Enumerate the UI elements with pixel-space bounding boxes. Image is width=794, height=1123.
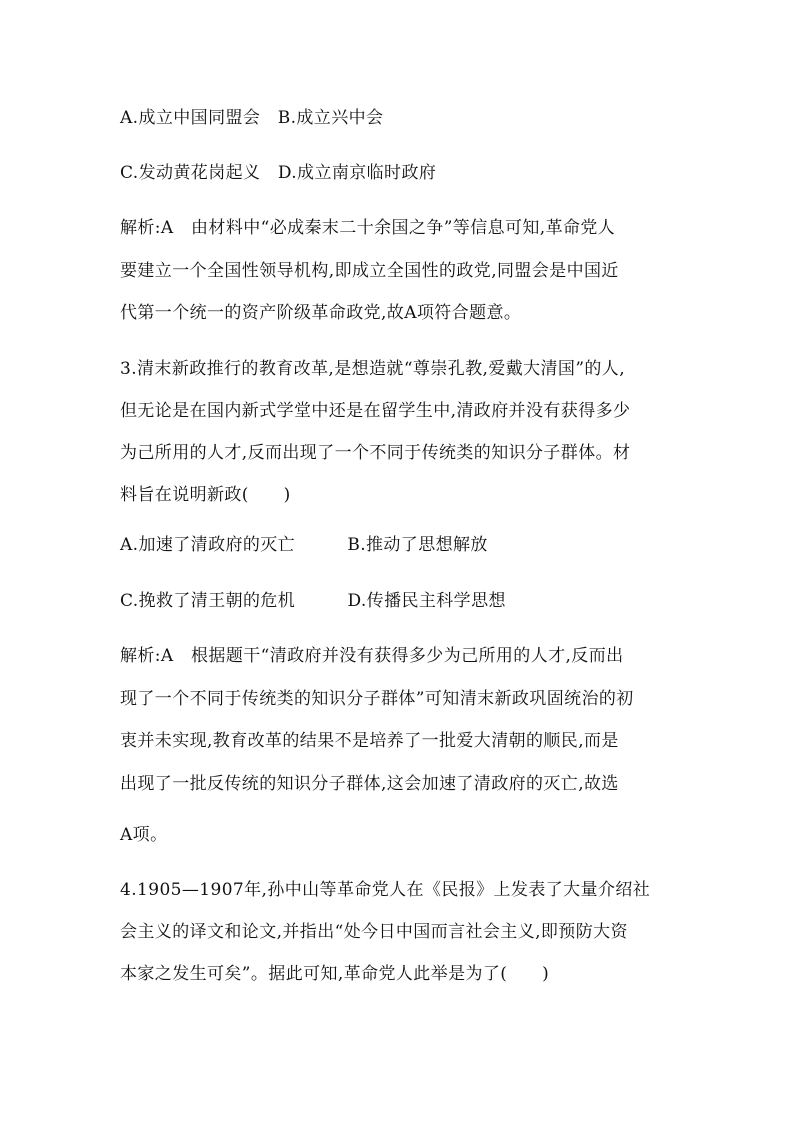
option-line-cd: C.挽救了清王朝的危机 D.传播民主科学思想 <box>120 591 506 611</box>
option-line-cd: C.发动黄花岗起义 D.成立南京临时政府 <box>120 163 437 183</box>
question-line: 3.清末新政推行的教育改革,是想造就“尊崇孔教,爱戴大清国”的人, <box>120 359 626 379</box>
analysis-line: A项。 <box>120 825 168 845</box>
analysis-line: 出现了一批反传统的知识分子群体,这会加速了清政府的灭亡,故选 <box>120 774 619 794</box>
question-line: 本家之发生可矣”。据此可知,革命党人此举是为了( ) <box>120 964 550 984</box>
question-line: 会主义的译文和论文,并指出“处今日中国而言社会主义,即预防大资 <box>120 922 628 942</box>
analysis-line: 现了一个不同于传统类的知识分子群体”可知清末新政巩固统治的初 <box>120 689 634 709</box>
question-line: 为己所用的人才,反而出现了一个不同于传统类的知识分子群体。材 <box>120 443 631 463</box>
analysis-line: 代第一个统一的资产阶级革命政党,故A项符合题意。 <box>120 303 522 323</box>
analysis-line: 衷并未实现,教育改革的结果不是培养了一批爱大清朝的顺民,而是 <box>120 731 619 751</box>
option-line-ab: A.加速了清政府的灭亡 B.推动了思想解放 <box>120 535 488 555</box>
analysis-line: 要建立一个全国性领导机构,即成立全国性的政党,同盟会是中国近 <box>120 261 619 281</box>
question-line: 料旨在说明新政( ) <box>120 485 291 505</box>
analysis-line: 解析:A 由材料中“必成秦末二十余国之争”等信息可知,革命党人 <box>120 218 616 238</box>
analysis-line: 解析:A 根据题干“清政府并没有获得多少为己所用的人才,反而出 <box>120 646 624 666</box>
option-line-ab: A.成立中国同盟会 B.成立兴中会 <box>120 108 384 128</box>
question-line: 4.1905—1907年,孙中山等革命党人在《民报》上发表了大量介绍社 <box>120 880 651 900</box>
question-line: 但无论是在国内新式学堂中还是在留学生中,清政府并没有获得多少 <box>120 401 631 421</box>
